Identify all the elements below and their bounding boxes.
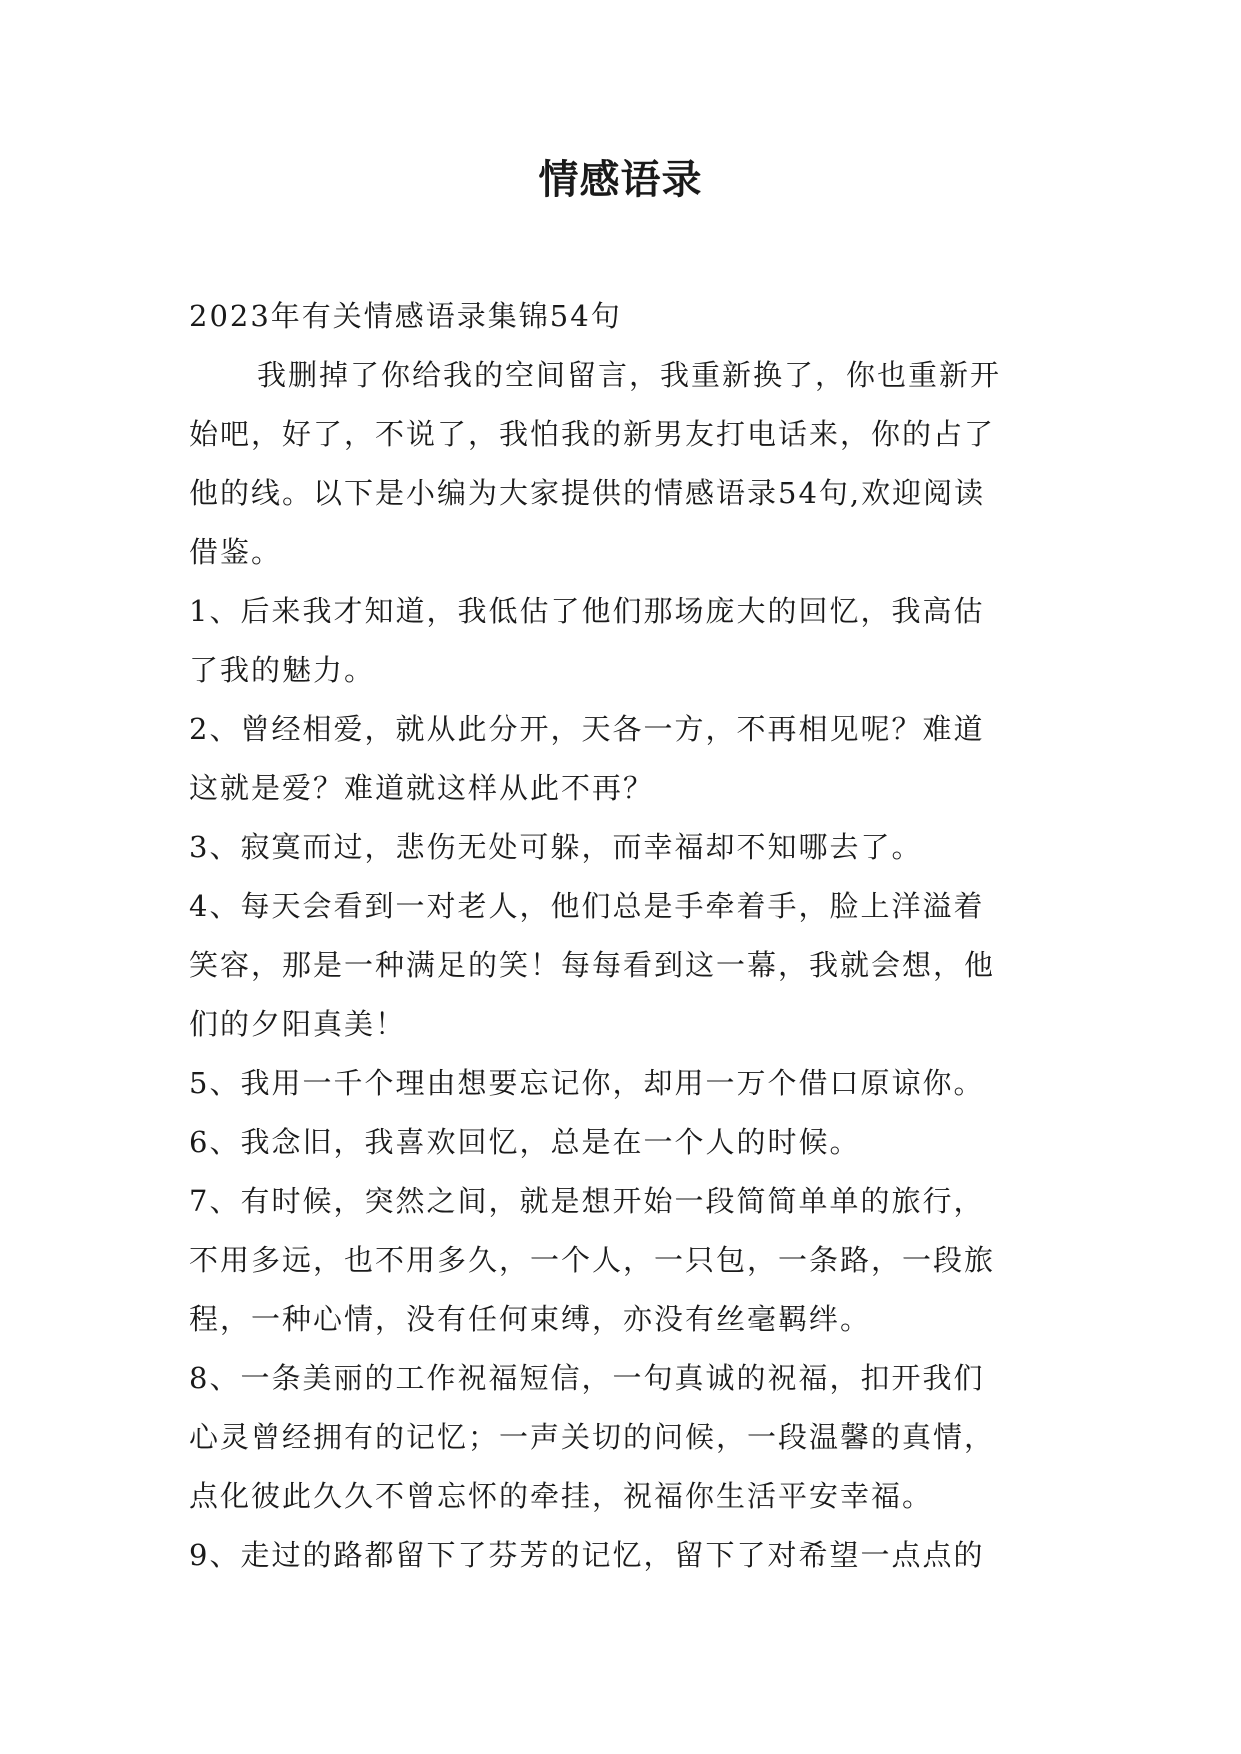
quote-line: 8、一条美丽的工作祝福短信，一句真诚的祝福，扣开我们 <box>189 1361 985 1395</box>
document-title: 情感语录 <box>538 157 703 203</box>
quote-line: 程，一种心情，没有任何束缚，亦没有丝毫羁绊。 <box>189 1302 872 1336</box>
intro-line: 始吧，好了，不说了，我怕我的新男友打电话来，你的占了 <box>189 417 996 451</box>
quote-line: 1、后来我才知道，我低估了他们那场庞大的回忆，我高估 <box>189 594 985 628</box>
quote-line: 2、曾经相爱，就从此分开，天各一方，不再相见呢？难道 <box>189 712 985 746</box>
subtitle-line: 2023年有关情感语录集锦54句 <box>189 299 622 333</box>
intro-line: 他的线。以下是小编为大家提供的情感语录54句,欢迎阅读 <box>189 476 986 510</box>
quote-line: 心灵曾经拥有的记忆；一声关切的问候，一段温馨的真情， <box>189 1420 996 1454</box>
document-body <box>189 287 1059 1585</box>
quote-line: 9、走过的路都留下了芬芳的记忆，留下了对希望一点点的 <box>189 1538 985 1572</box>
quote-line: 5、我用一千个理由想要忘记你，却用一万个借口原谅你。 <box>189 1066 985 1100</box>
intro-line: 借鉴。 <box>189 535 283 569</box>
quote-line: 笑容，那是一种满足的笑！每每看到这一幕，我就会想，他 <box>189 948 996 982</box>
quote-line: 这就是爱？难道就这样从此不再？ <box>189 771 655 805</box>
quote-line: 4、每天会看到一对老人，他们总是手牵着手，脸上洋溢着 <box>189 889 985 923</box>
quote-line: 了我的魅力。 <box>189 653 376 687</box>
quote-line: 7、有时候，突然之间，就是想开始一段简简单单的旅行， <box>189 1184 985 1218</box>
quote-line: 3、寂寞而过，悲伤无处可躲，而幸福却不知哪去了。 <box>189 830 923 864</box>
intro-line: 我删掉了你给我的空间留言，我重新换了，你也重新开 <box>257 358 1002 392</box>
quote-line: 6、我念旧，我喜欢回忆，总是在一个人的时候。 <box>189 1125 861 1159</box>
quote-line: 点化彼此久久不曾忘怀的牵挂，祝福你生活平安幸福。 <box>189 1479 934 1513</box>
quote-line: 们的夕阳真美！ <box>189 1007 407 1041</box>
quote-line: 不用多远，也不用多久，一个人，一只包，一条路，一段旅 <box>189 1243 996 1277</box>
